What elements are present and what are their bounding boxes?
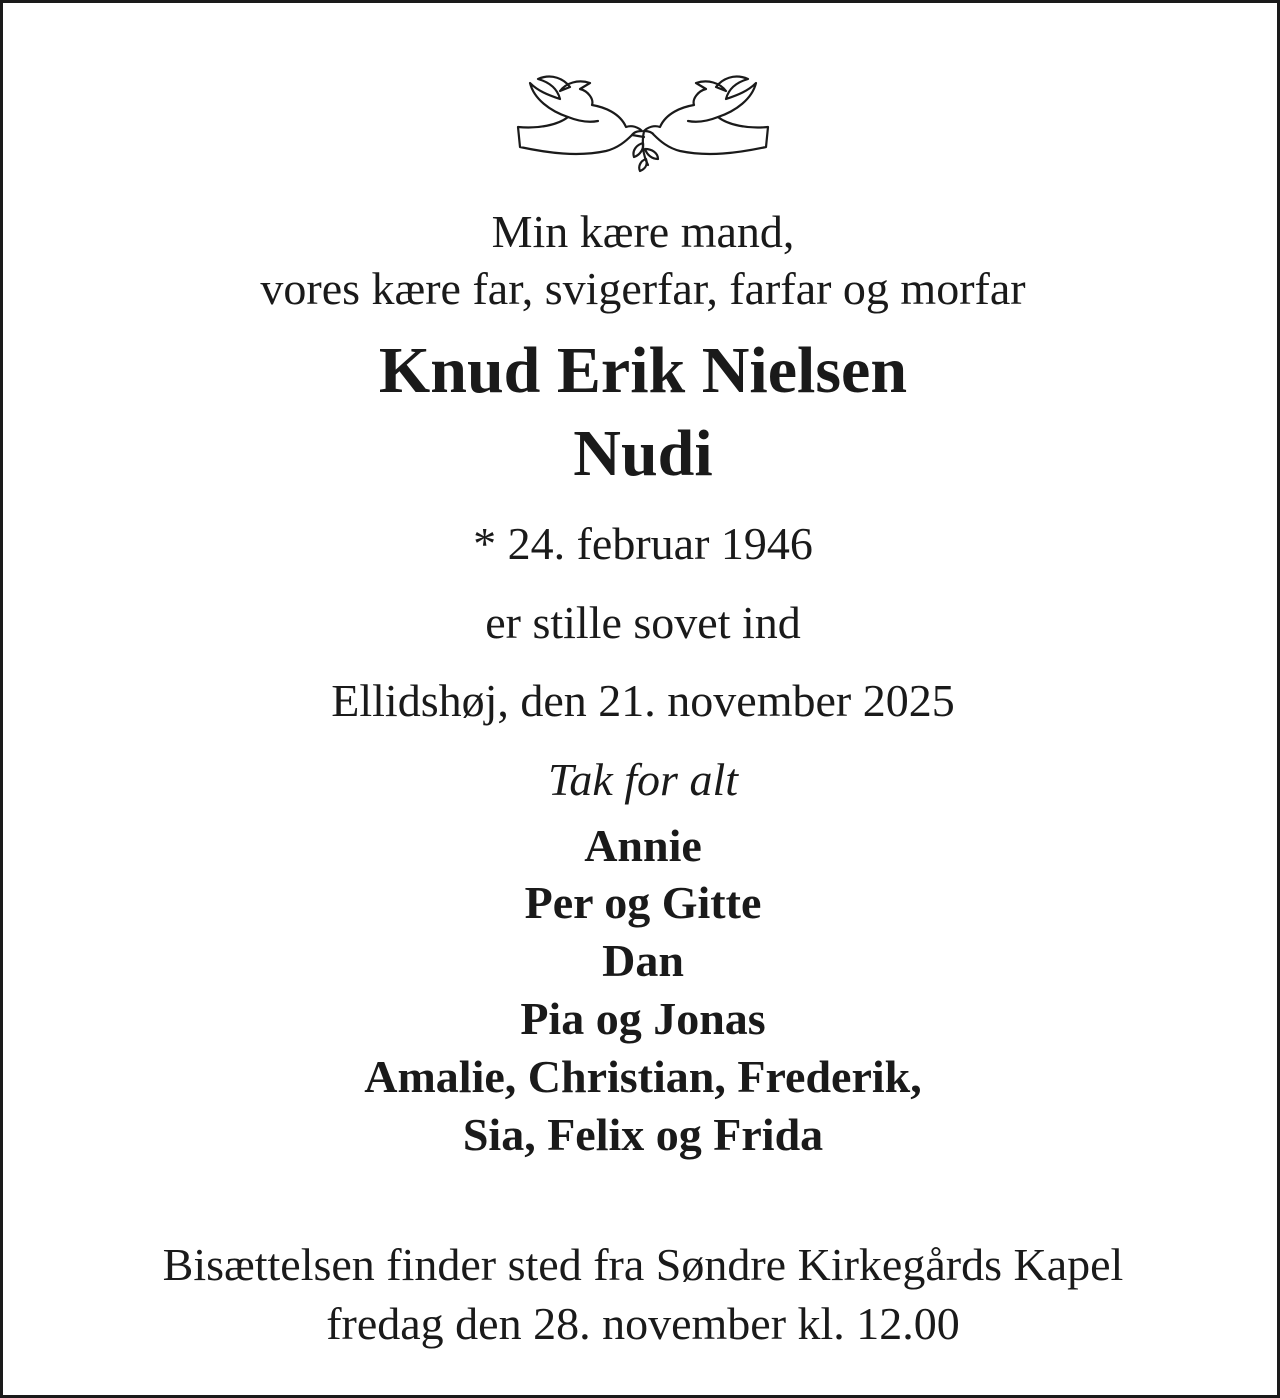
thanks-text: Tak for alt (547, 754, 739, 805)
family-member: Per og Gitte (524, 877, 762, 928)
intro-line-2: vores kære far, svigerfar, farfar og morfar (260, 263, 1026, 314)
deceased-nickname: Nudi (573, 417, 713, 490)
family-member: Dan (602, 935, 684, 986)
passing-text: er stille sovet ind (485, 597, 801, 648)
family-member: Amalie, Christian, Frederik, (364, 1051, 922, 1102)
family-member: Pia og Jonas (520, 993, 766, 1044)
funeral-line-2: fredag den 28. november kl. 12.00 (326, 1298, 960, 1349)
birth-date: * 24. februar 1946 (473, 518, 813, 569)
doves-icon (508, 61, 778, 173)
place-and-date: Ellidshøj, den 21. november 2025 (331, 675, 955, 726)
deceased-name: Knud Erik Nielsen (378, 334, 908, 407)
intro-line-1: Min kære mand, (491, 206, 795, 257)
family-member: Annie (584, 820, 702, 871)
funeral-line-1: Bisættelsen finder sted fra Søndre Kirkegårds Kapel (162, 1239, 1124, 1290)
family-member: Sia, Felix og Frida (462, 1109, 824, 1160)
